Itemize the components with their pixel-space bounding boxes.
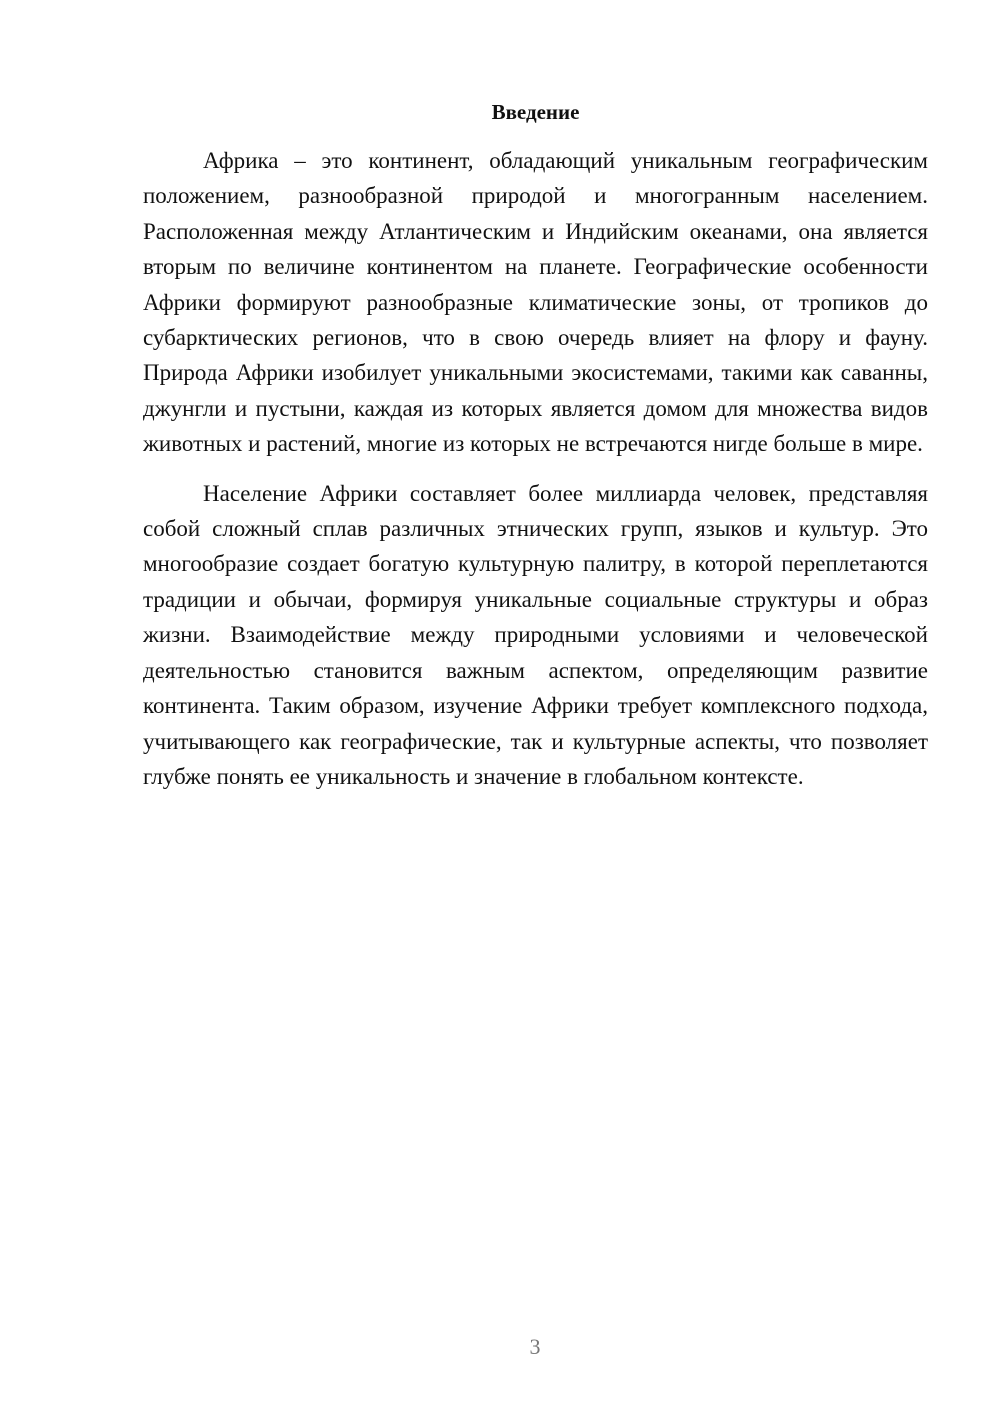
paragraph-1: Африка – это континент, обладающий уникальным географическим положением, разнообразной природой и многогранным населением. Расположенная между Атлантическим и Индийским океанами, она является вторым по величине континентом на планете. Географические особенности Африки формируют разнообразные климатические зоны, от тропиков до субарктических регионов, что в свою очередь влияет на флору и фауну. Природа Африки изобилует уникальными экосистемами, такими как саванны, джунгли и пустыни, каждая из которых является домом для множества видов животных и растений, многие из которых не встречаются нигде больше в мире. <box>143 148 928 457</box>
paragraph-2: Население Африки составляет более миллиарда человек, представляя собой сложный сплав различных этнических групп, языков и культур. Это многообразие создает богатую культурную палитру, в которой переплетаются традиции и обычаи, формируя уникальные социальные структуры и образ жизни. Взаимодействие между природными условиями и человеческой деятельностью становится важным аспектом, определяющим развитие континента. Таким образом, изучение Африки требует комплексного подхода, учитывающего как географические, так и культурные аспекты, что позволяет глубже понять ее уникальность и значение в глобальном контексте. <box>143 480 928 789</box>
body-text <box>143 143 928 794</box>
section-heading: Введение <box>491 100 580 124</box>
page-number: 3 <box>529 1334 541 1359</box>
